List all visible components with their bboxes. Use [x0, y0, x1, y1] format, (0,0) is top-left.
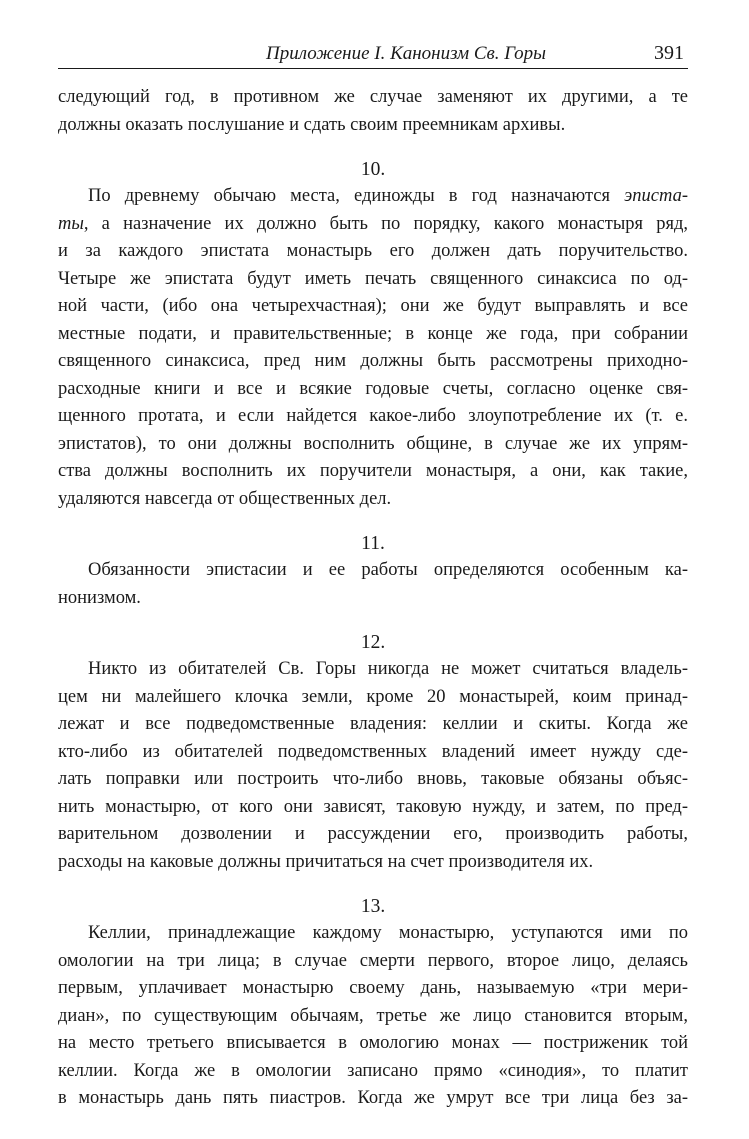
text-line: ной части, (ибо она четырехчастная); они же будут выправлять и все	[58, 296, 688, 316]
section-13-paragraph	[58, 920, 688, 1113]
text-line: келлии. Когда же в омологии записано прямо «синодия», то платит	[58, 1060, 688, 1081]
text-line: омологии на три лица; в случае смерти первого, второе лицо, делаясь	[58, 950, 688, 971]
emphasis-text: ты	[58, 213, 84, 234]
text-line: священного синаксиса, пред ним должны быть рассмотрены приходно-	[58, 351, 688, 371]
text-line: местные подати, и правительственные; в конце же года, при собрании	[58, 323, 688, 344]
running-title: Приложение I. Канонизм Св. Горы	[266, 43, 546, 64]
text-line: нонизмом.	[58, 587, 141, 608]
page-body	[58, 84, 688, 1113]
text-line: цем ни малейшего клочка земли, кроме 20 монастырей, коим принад-	[58, 686, 688, 707]
section-number-12: 12.	[360, 632, 386, 653]
text-line: на место третьего вписывается в омологию монах — постриженик той	[58, 1033, 688, 1053]
text-line: расходные книги и все и всякие годовые счеты, согласно оценке свя-	[58, 378, 688, 399]
page-number: 391	[654, 42, 684, 64]
section-12-paragraph	[58, 656, 688, 876]
section-10-paragraph	[58, 183, 688, 513]
text-line: Келлии, принадлежащие каждому монастырю, уступаются ими по	[88, 923, 688, 943]
text-line: должны оказать послушание и сдать своим преемникам архивы.	[58, 114, 566, 135]
text-line: нить монастырю, от кого они зависят, таковую нужду, и затем, по пред-	[58, 796, 688, 817]
text-line: Никто из обитателей Св. Горы никогда не может считаться владель-	[88, 659, 688, 679]
section-11-paragraph	[58, 557, 688, 612]
section-number-11: 11.	[361, 533, 385, 554]
text-line: диан», по существующим обычаям, третье же лицо становится вторым,	[58, 1005, 688, 1026]
section-number-13: 13.	[360, 896, 386, 917]
text-line: в монастырь дань пять пиастров. Когда же умрут все три лица без за-	[58, 1088, 688, 1108]
text-line: следующий год, в противном же случае заменяют их другими, а те	[58, 87, 688, 107]
emphasis-text: эписта-	[624, 186, 689, 206]
text-line: варительном дозволении и рассуждении его, производить работы,	[58, 824, 688, 844]
intro-paragraph	[58, 84, 688, 139]
text-line: первым, уплачивает монастырю своему дань, называемую «три мери-	[58, 978, 688, 998]
text-line: расходы на каковые должны причитаться на счет производителя их.	[58, 851, 594, 872]
text-line: Обязанности эпистасии и ее работы определяются особенным ка-	[88, 560, 688, 580]
text-line: кто-либо из обитателей подведомственных владений имеет нужду сде-	[58, 741, 688, 762]
text-line: лать поправки или построить что-либо вновь, таковые обязаны объяс-	[58, 769, 688, 789]
text-line: Четыре же эпистата будут иметь печать священного синаксиса по од-	[58, 268, 688, 289]
page-header	[58, 34, 688, 69]
text-line: ты, а назначение их должно быть по порядку, какого монастыря ряд,	[58, 213, 688, 234]
section-number-10: 10.	[360, 159, 386, 180]
text-line: лежат и все подведомственные владения: келлии и скиты. Когда же	[58, 714, 688, 734]
text-line: эпистатов), то они должны восполнить общине, в случае же их упрям-	[58, 433, 688, 454]
text-line: и за каждого эпистата монастырь его должен дать поручительство.	[58, 241, 688, 261]
text-line: По древнему обычаю места, единожды в год назначаются эписта-	[88, 186, 689, 206]
text-line: ства должны восполнить их поручители монастыря, а они, как такие,	[58, 461, 688, 481]
text-line: щенного протата, и если найдется какое-либо злоупотребление их (т. е.	[58, 406, 688, 426]
text-line: удаляются навсегда от общественных дел.	[58, 488, 392, 509]
